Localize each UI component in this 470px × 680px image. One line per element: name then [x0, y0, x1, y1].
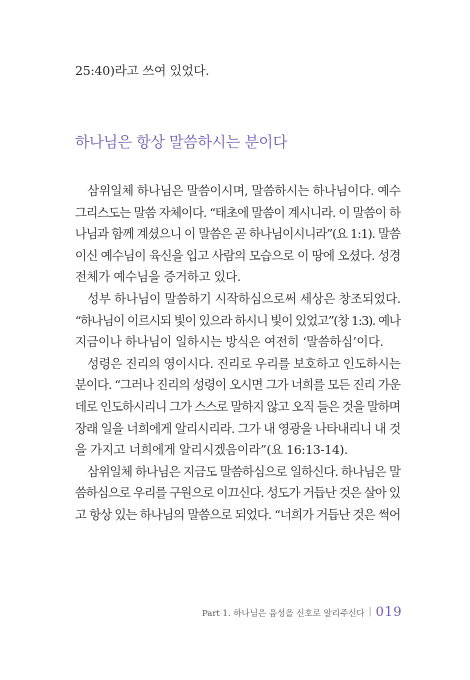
text-line: 지금이나 하나님이 일하시는 방식은 여전히 ‘말씀하심’이다.: [75, 335, 384, 350]
paragraph: [75, 289, 413, 354]
text-line: 성령은 진리의 영이시다. 진리로 우리를 보호하고 인도하시는: [87, 356, 401, 371]
paragraph: [75, 462, 413, 527]
text-line: 데로 인도하시리니 그가 스스로 말하지 않고 오직 들은 것을 말하며: [75, 399, 401, 414]
text-line: 전체가 예수님을 증거하고 있다.: [75, 270, 241, 285]
paragraph: [75, 354, 413, 462]
text-line: “하나님이 이르시되 빛이 있으라 하시니 빛이 있었고”(창 1:3). 예나: [75, 313, 401, 328]
text-line: 그리스도는 말씀 자체이다. “태초에 말씀이 계시니라. 이 말씀이 하: [75, 205, 401, 220]
text-line: 장래 일을 너희에게 알리시리라. 그가 내 영광을 나타내리니 내 것: [75, 421, 401, 436]
text-line: 씀하심으로 우리를 구원으로 이끄신다. 성도가 거듭난 것은 살아 있: [75, 486, 401, 501]
footer-separator: |: [368, 607, 372, 617]
running-head: Part 1. 하나님은 음성을 신호로 알리주신다: [201, 609, 365, 619]
text-line: 삼위일체 하나님은 말씀이시며, 말씀하시는 하나님이다. 예수: [87, 184, 401, 198]
text-line: 을 가지고 너희에게 알리시겠음이라”(요 16:13-14).: [75, 443, 348, 458]
page-footer: [202, 605, 402, 620]
text-line: 이신 예수님이 육신을 입고 사람의 모습으로 이 땅에 오셨다. 성경: [75, 248, 401, 263]
section-heading: 하나님은 항상 말씀하시는 분이다: [75, 133, 288, 151]
text-line: 나님과 함께 계셨으니 이 말씀은 곧 하나님이시니라”(요 1:1). 말씀: [75, 227, 401, 242]
body-text: [75, 181, 413, 527]
text-line: 성부 하나님이 말씀하기 시작하심으로써 세상은 창조되었다.: [87, 291, 401, 306]
continuation-line: 25:40)라고 쓰여 있었다.: [75, 63, 210, 78]
paragraph: [75, 181, 413, 289]
text-line: 고 항상 있는 하나님의 말씀으로 되었다. “너희가 거듭난 것은 썩어: [75, 507, 401, 522]
text-line: 분이다. “그러나 진리의 성령이 오시면 그가 너희를 모든 진리 가운: [75, 378, 401, 393]
text-line: 삼위일체 하나님은 지금도 말씀하심으로 일하신다. 하나님은 말: [87, 464, 401, 479]
page-number: 019: [375, 605, 402, 620]
